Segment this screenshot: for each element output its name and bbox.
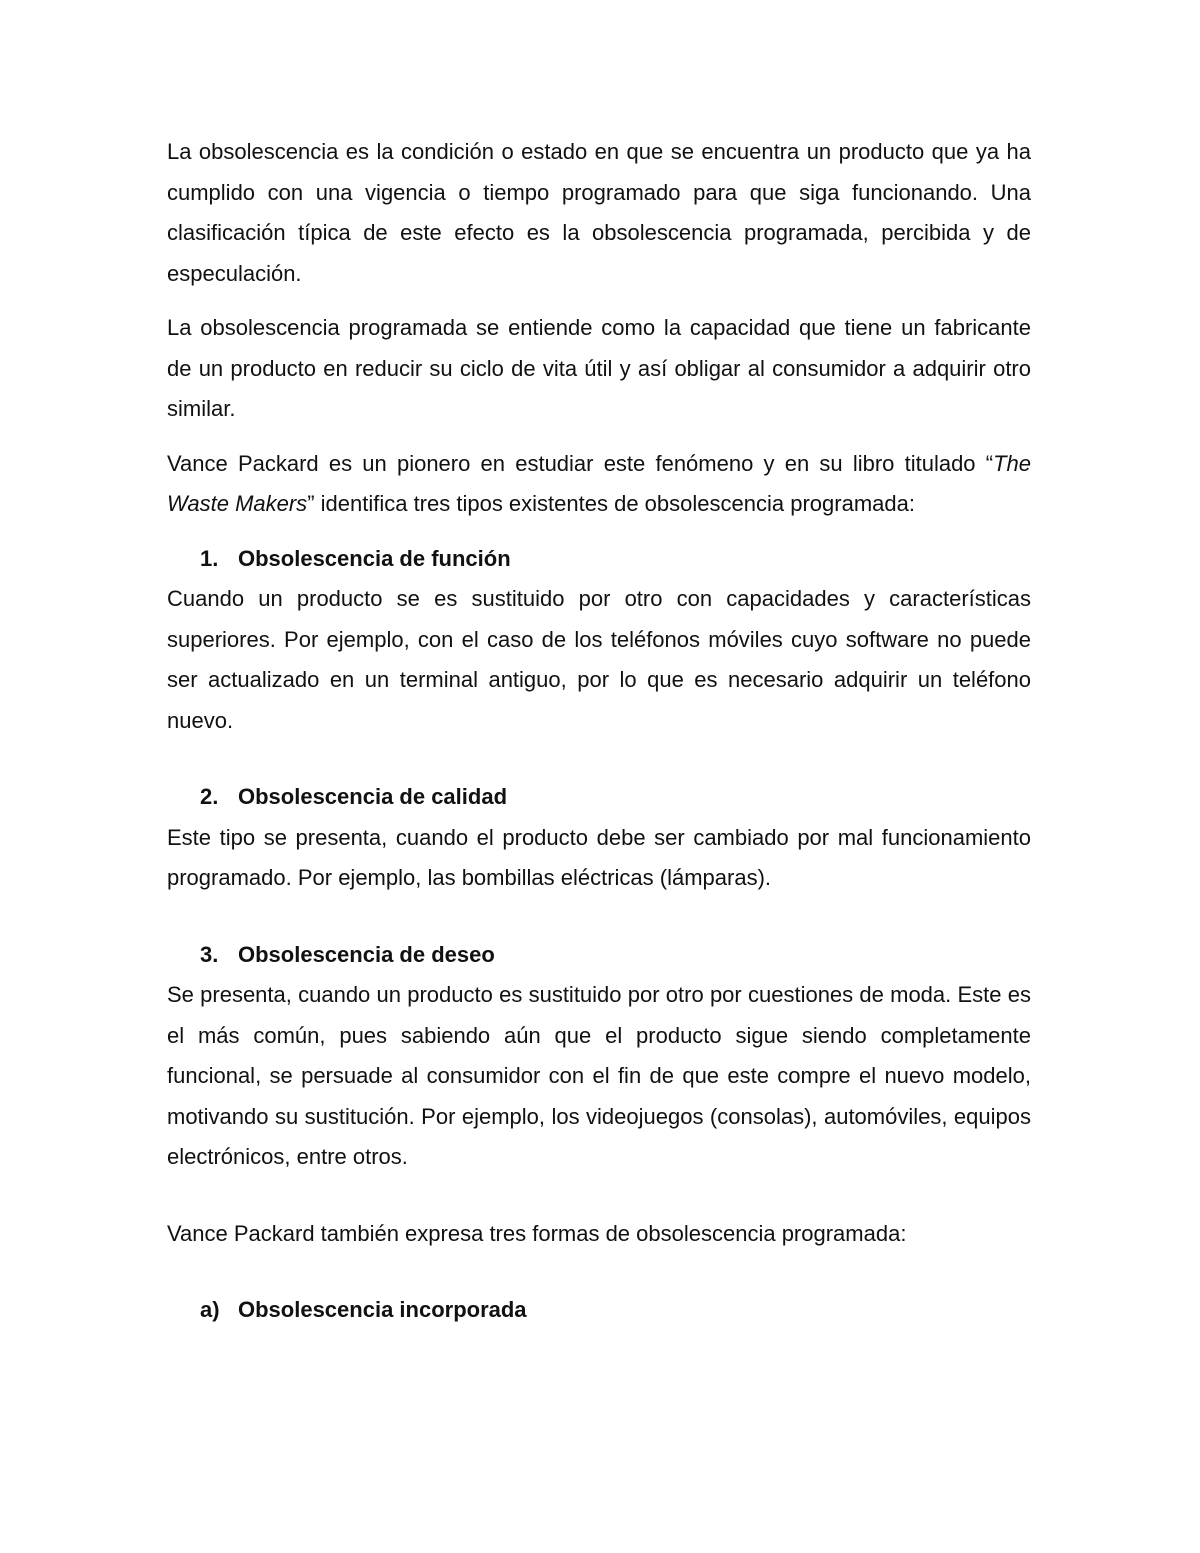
intro-paragraph-1: La obsolescencia es la condición o estado en que se encuentra un producto que ya ha cumplido con una vigencia o tiempo programado para que siga funcionando. Una clasificación típica de este efecto es la obsolescencia programada, percibida y de especulación. xyxy=(167,139,1031,286)
document-page xyxy=(167,132,1031,1331)
intro-paragraph-3 xyxy=(167,444,1031,525)
form-marker-a: a) xyxy=(200,1297,220,1322)
type-body-3: Se presenta, cuando un producto es sustituido por otro por cuestiones de moda. Este es el más común, pues sabiendo aún que el producto sigue siendo completamente funcional, se persuade al consumidor con el fin de que este compre el nuevo modelo, motivando su sustitución. Por ejemplo, los videojuegos (consolas), automóviles, equipos electrónicos, entre otros. xyxy=(167,982,1031,1169)
book-title: The Waste Makers xyxy=(167,450,1031,516)
forms-intro: Vance Packard también expresa tres formas de obsolescencia programada: xyxy=(167,1220,907,1246)
type-marker-2: 2. xyxy=(200,784,219,809)
type-heading-3 xyxy=(167,935,1031,976)
type-marker-1: 1. xyxy=(200,545,219,571)
type-title-1: Obsolescencia de función xyxy=(238,545,511,571)
type-title-3: Obsolescencia de deseo xyxy=(238,941,495,967)
form-heading-a xyxy=(167,1290,1031,1331)
type-title-2: Obsolescencia de calidad xyxy=(238,784,508,809)
form-title-a: Obsolescencia incorporada xyxy=(238,1297,527,1322)
type-heading-2 xyxy=(167,777,1031,818)
type-marker-3: 3. xyxy=(200,941,219,967)
type-heading-1 xyxy=(167,539,1031,580)
type-body-1: Cuando un producto se es sustituido por otro con capacidades y características superiores. Por ejemplo, con el caso de los teléfonos móviles cuyo software no puede ser actualizado en un terminal antiguo, por lo que es necesario adquirir un teléfono nuevo. xyxy=(167,586,1031,733)
intro-paragraph-3-after: ” identifica tres tipos existentes de obsolescencia programada: xyxy=(307,491,915,516)
intro-paragraph-3-before: Vance Packard es un pionero en estudiar este fenómeno y en su libro titulado “ xyxy=(167,450,994,476)
intro-paragraph-2: La obsolescencia programada se entiende como la capacidad que tiene un fabricante de un producto en reducir su ciclo de vita útil y así obligar al consumidor a adquirir otro similar. xyxy=(167,315,1031,421)
type-body-2: Este tipo se presenta, cuando el producto debe ser cambiado por mal funcionamiento programado. Por ejemplo, las bombillas eléctricas (lámparas). xyxy=(167,824,1031,890)
